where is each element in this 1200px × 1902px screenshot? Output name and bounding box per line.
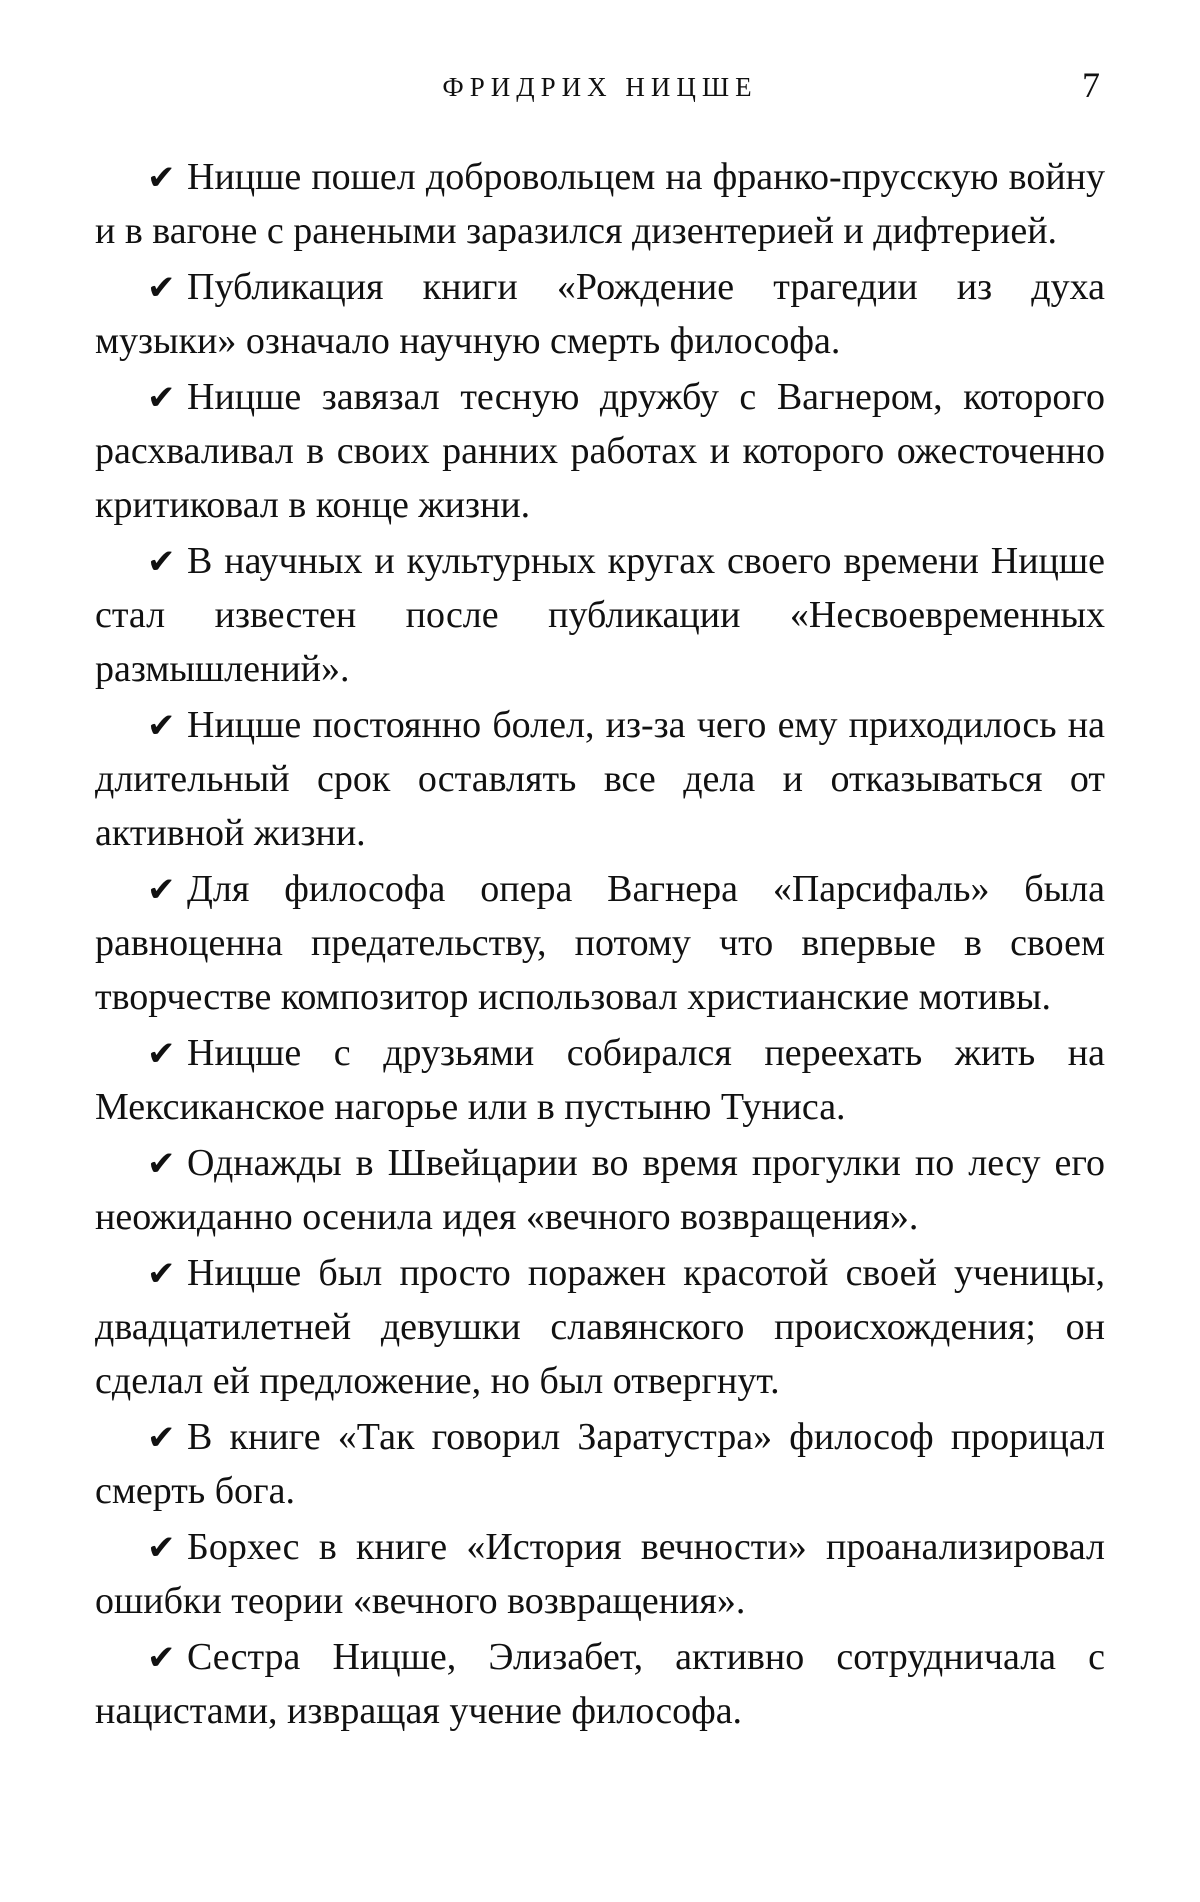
fact-item [95,1136,1105,1244]
fact-item [95,1410,1105,1518]
check-icon: ✔ [147,1528,176,1568]
fact-text: В книге «Так говорил Заратустра» философ прорицал смерть бога. [95,1416,1105,1512]
fact-item [95,1630,1105,1738]
check-icon: ✔ [147,542,176,582]
check-icon: ✔ [147,870,176,910]
check-icon: ✔ [147,706,176,746]
fact-list [95,150,1105,1740]
check-icon: ✔ [147,268,176,308]
fact-text: Однажды в Швейцарии во время прогулки по лесу его неожиданно осенила идея «вечного возвращения». [95,1142,1105,1238]
fact-item [95,260,1105,368]
page-number: 7 [1082,65,1100,105]
fact-text: Борхес в книге «История вечности» проанализировал ошибки теории «вечного возвращения». [95,1526,1105,1622]
check-icon: ✔ [147,1254,176,1294]
fact-item [95,370,1105,532]
check-icon: ✔ [147,378,176,418]
fact-text: Публикация книги «Рождение трагедии из духа музыки» означало научную смерть философа. [95,266,1105,362]
fact-text: Ницше завязал тесную дружбу с Вагнером, которого расхваливал в своих ранних работах и которого ожесточенно критиковал в конце жизни. [95,376,1105,526]
check-icon: ✔ [147,158,176,198]
fact-item [95,698,1105,860]
fact-item [95,1246,1105,1408]
fact-item [95,862,1105,1024]
fact-item [95,150,1105,258]
fact-text: Для философа опера Вагнера «Парсифаль» была равноценна предательству, потому что впервые в своем творчестве композитор использовал христианские мотивы. [95,868,1105,1018]
fact-text: Ницше постоянно болел, из-за чего ему приходилось на длительный срок оставлять все дела и отказываться от активной жизни. [95,704,1105,854]
fact-item [95,1520,1105,1628]
fact-text: Ницше с друзьями собирался переехать жить на Мексиканское нагорье или в пустыню Туниса. [95,1032,1105,1128]
check-icon: ✔ [147,1144,176,1184]
check-icon: ✔ [147,1638,176,1678]
fact-text: Ницше был просто поражен красотой своей ученицы, двадцатилетней девушки славянского происхождения; он сделал ей предложение, но был отвергнут. [95,1252,1105,1402]
fact-text: Ницше пошел добровольцем на франко-прусскую войну и в вагоне с ранеными заразился дизентерией и дифтерией. [95,156,1105,252]
check-icon: ✔ [147,1034,176,1074]
fact-item [95,534,1105,696]
fact-item [95,1026,1105,1134]
running-head [95,64,1105,114]
fact-text: В научных и культурных кругах своего времени Ницше стал известен после публикации «Несвоевременных размышлений». [95,540,1105,690]
running-title: ФРИДРИХ НИЦШЕ [442,72,758,102]
fact-text: Сестра Ницше, Элизабет, активно сотрудничала с нацистами, извращая учение философа. [95,1636,1105,1732]
check-icon: ✔ [147,1418,176,1458]
